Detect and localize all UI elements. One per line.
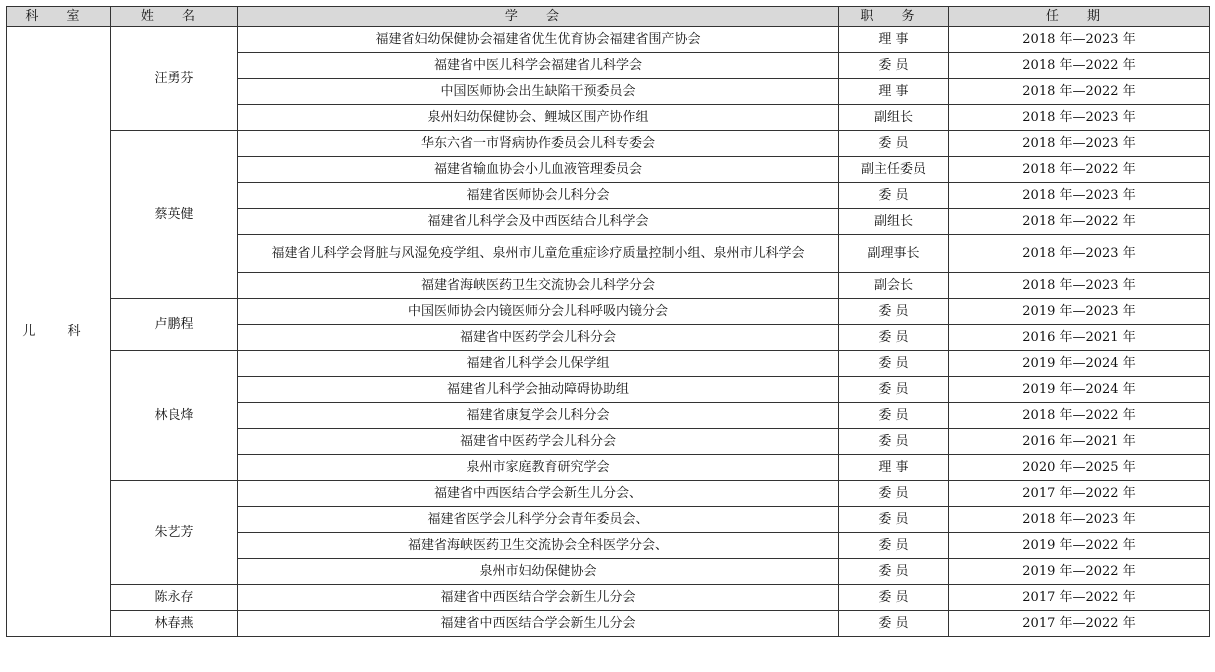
position-cell: 副理事长 bbox=[839, 235, 949, 273]
table-row bbox=[7, 611, 1210, 637]
term-cell: 2017 年—2022 年 bbox=[949, 611, 1210, 637]
member-name-cell: 卢鹏程 bbox=[111, 299, 238, 351]
society-cell: 泉州妇幼保健协会、鲤城区围产协作组 bbox=[238, 105, 839, 131]
term-cell: 2019 年—2024 年 bbox=[949, 377, 1210, 403]
position-cell: 委 员 bbox=[839, 429, 949, 455]
term-cell: 2018 年—2023 年 bbox=[949, 131, 1210, 157]
society-cell: 福建省儿科学会及中西医结合儿科学会 bbox=[238, 209, 839, 235]
position-cell: 委 员 bbox=[839, 183, 949, 209]
term-cell: 2019 年—2024 年 bbox=[949, 351, 1210, 377]
position-cell: 委 员 bbox=[839, 559, 949, 585]
header-term: 任 期 bbox=[949, 7, 1210, 27]
term-cell: 2019 年—2022 年 bbox=[949, 533, 1210, 559]
position-cell: 委 员 bbox=[839, 611, 949, 637]
society-cell: 福建省医师协会儿科分会 bbox=[238, 183, 839, 209]
header-society: 学 会 bbox=[238, 7, 839, 27]
header-dept: 科 室 bbox=[7, 7, 111, 27]
society-cell: 福建省输血协会小儿血液管理委员会 bbox=[238, 157, 839, 183]
term-cell: 2018 年—2023 年 bbox=[949, 27, 1210, 53]
table-row bbox=[7, 27, 1210, 53]
term-cell: 2016 年—2021 年 bbox=[949, 429, 1210, 455]
society-cell: 福建省康复学会儿科分会 bbox=[238, 403, 839, 429]
member-name-cell: 汪勇芬 bbox=[111, 27, 238, 131]
position-cell: 委 员 bbox=[839, 131, 949, 157]
term-cell: 2016 年—2021 年 bbox=[949, 325, 1210, 351]
term-cell: 2018 年—2023 年 bbox=[949, 183, 1210, 209]
society-cell: 泉州市家庭教育研究学会 bbox=[238, 455, 839, 481]
society-cell: 福建省海峡医药卫生交流协会全科医学分会、 bbox=[238, 533, 839, 559]
society-cell: 福建省中医药学会儿科分会 bbox=[238, 325, 839, 351]
position-cell: 委 员 bbox=[839, 403, 949, 429]
position-cell: 副主任委员 bbox=[839, 157, 949, 183]
society-cell: 福建省儿科学会抽动障碍协助组 bbox=[238, 377, 839, 403]
position-cell: 委 员 bbox=[839, 377, 949, 403]
society-cell: 福建省妇幼保健协会福建省优生优育协会福建省围产协会 bbox=[238, 27, 839, 53]
position-cell: 委 员 bbox=[839, 325, 949, 351]
position-cell: 委 员 bbox=[839, 507, 949, 533]
term-cell: 2017 年—2022 年 bbox=[949, 585, 1210, 611]
position-cell: 委 员 bbox=[839, 481, 949, 507]
roster-body bbox=[7, 27, 1210, 637]
roster-table-container bbox=[6, 6, 1209, 637]
term-cell: 2018 年—2023 年 bbox=[949, 235, 1210, 273]
position-cell: 委 员 bbox=[839, 53, 949, 79]
position-cell: 副组长 bbox=[839, 209, 949, 235]
society-cell: 福建省中医药学会儿科分会 bbox=[238, 429, 839, 455]
term-cell: 2018 年—2022 年 bbox=[949, 403, 1210, 429]
header-name: 姓 名 bbox=[111, 7, 238, 27]
society-cell: 福建省儿科学会肾脏与风湿免疫学组、泉州市儿童危重症诊疗质量控制小组、泉州市儿科学会 bbox=[238, 235, 839, 273]
term-cell: 2018 年—2023 年 bbox=[949, 507, 1210, 533]
society-cell: 福建省医学会儿科学分会青年委员会、 bbox=[238, 507, 839, 533]
member-name-cell: 林春燕 bbox=[111, 611, 238, 637]
society-cell: 福建省中西医结合学会新生儿分会 bbox=[238, 611, 839, 637]
header-position: 职 务 bbox=[839, 7, 949, 27]
position-cell: 副会长 bbox=[839, 273, 949, 299]
table-row bbox=[7, 299, 1210, 325]
term-cell: 2018 年—2022 年 bbox=[949, 157, 1210, 183]
position-cell: 理 事 bbox=[839, 79, 949, 105]
position-cell: 委 员 bbox=[839, 533, 949, 559]
member-name-cell: 朱艺芳 bbox=[111, 481, 238, 585]
society-cell: 华东六省一市肾病协作委员会儿科专委会 bbox=[238, 131, 839, 157]
term-cell: 2019 年—2022 年 bbox=[949, 559, 1210, 585]
member-name-cell: 蔡英健 bbox=[111, 131, 238, 299]
term-cell: 2018 年—2023 年 bbox=[949, 273, 1210, 299]
table-row bbox=[7, 481, 1210, 507]
society-cell: 福建省中西医结合学会新生儿分会、 bbox=[238, 481, 839, 507]
table-row bbox=[7, 351, 1210, 377]
society-cell: 中国医师协会出生缺陷干预委员会 bbox=[238, 79, 839, 105]
table-row bbox=[7, 585, 1210, 611]
position-cell: 理 事 bbox=[839, 27, 949, 53]
term-cell: 2020 年—2025 年 bbox=[949, 455, 1210, 481]
term-cell: 2017 年—2022 年 bbox=[949, 481, 1210, 507]
society-cell: 中国医师协会内镜医师分会儿科呼吸内镜分会 bbox=[238, 299, 839, 325]
header-row bbox=[7, 7, 1210, 27]
member-name-cell: 陈永存 bbox=[111, 585, 238, 611]
position-cell: 副组长 bbox=[839, 105, 949, 131]
society-cell: 福建省中医儿科学会福建省儿科学会 bbox=[238, 53, 839, 79]
department-cell: 儿 科 bbox=[7, 27, 111, 637]
society-cell: 福建省中西医结合学会新生儿分会 bbox=[238, 585, 839, 611]
society-cell: 福建省海峡医药卫生交流协会儿科学分会 bbox=[238, 273, 839, 299]
term-cell: 2018 年—2022 年 bbox=[949, 53, 1210, 79]
table-row bbox=[7, 131, 1210, 157]
society-cell: 福建省儿科学会儿保学组 bbox=[238, 351, 839, 377]
term-cell: 2018 年—2023 年 bbox=[949, 105, 1210, 131]
society-cell: 泉州市妇幼保健协会 bbox=[238, 559, 839, 585]
position-cell: 委 员 bbox=[839, 351, 949, 377]
position-cell: 委 员 bbox=[839, 299, 949, 325]
society-roster-table bbox=[6, 6, 1210, 637]
member-name-cell: 林良烽 bbox=[111, 351, 238, 481]
term-cell: 2019 年—2023 年 bbox=[949, 299, 1210, 325]
term-cell: 2018 年—2022 年 bbox=[949, 209, 1210, 235]
position-cell: 理 事 bbox=[839, 455, 949, 481]
term-cell: 2018 年—2022 年 bbox=[949, 79, 1210, 105]
position-cell: 委 员 bbox=[839, 585, 949, 611]
